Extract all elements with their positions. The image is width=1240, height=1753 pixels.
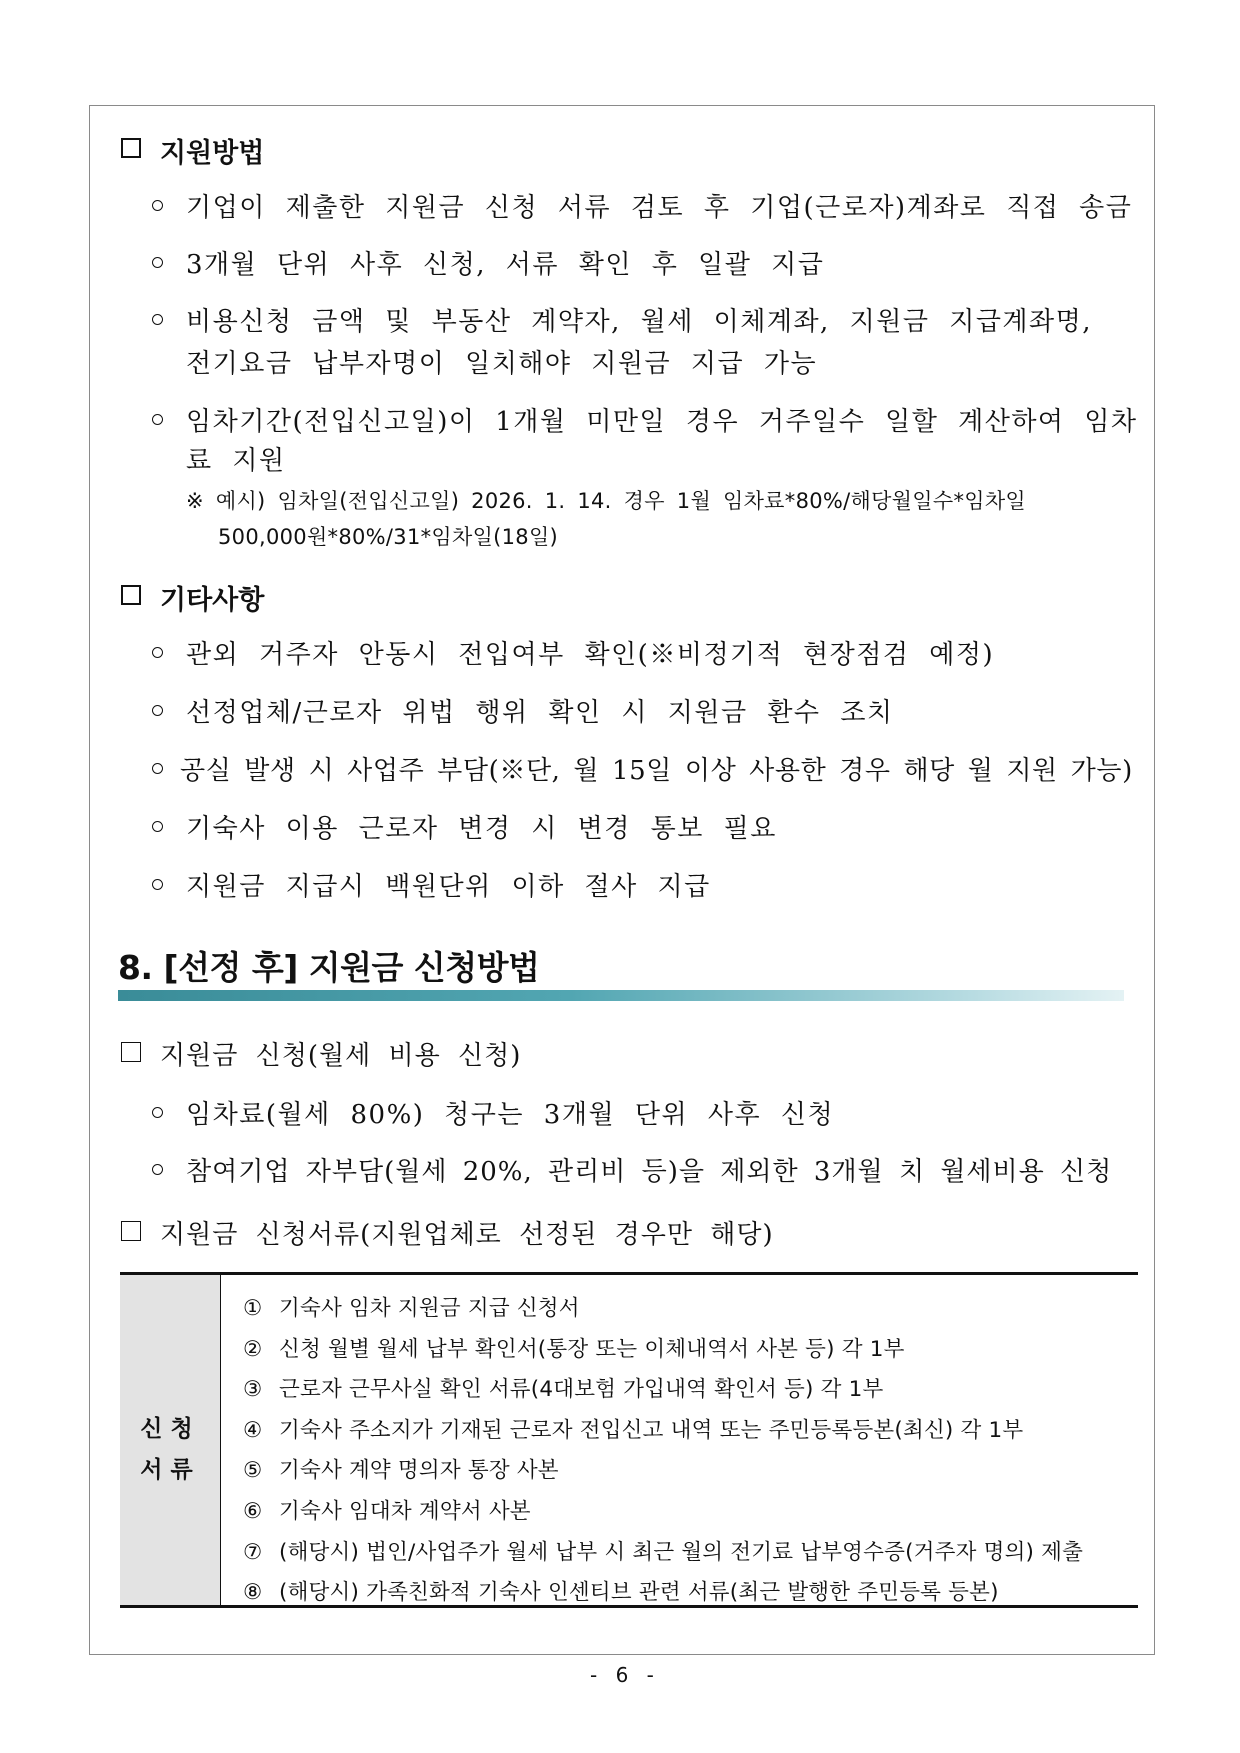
document-row-text: 기숙사 주소지가 기재된 근로자 전입신고 내역 또는 주민등록등본(최신) 각 1부 xyxy=(279,1417,1024,1443)
document-row-text: 기숙사 계약 명의자 통장 사본 xyxy=(279,1458,559,1484)
section-checkbox-icon xyxy=(121,1221,141,1241)
document-row xyxy=(243,1453,559,1484)
example-note-line-1: ※ 예시) 임차일(전입신고일) 2026. 1. 14. 경우 1월 임차료*80%/해당월일수*임차일 xyxy=(186,489,1027,513)
section-heading-8: 8. [선정 후] 지원금 신청방법 xyxy=(118,948,540,987)
bullet-circle-icon xyxy=(152,821,163,832)
document-row-number: ③ xyxy=(243,1377,263,1403)
document-row xyxy=(243,1494,531,1525)
document-row xyxy=(243,1332,905,1363)
support-method-item-1: 기업이 제출한 지원금 신청 서류 검토 후 기업(근로자)계좌로 직접 송금 xyxy=(186,193,1133,223)
bullet-circle-icon xyxy=(152,314,163,325)
other-item-4: 기숙사 이용 근로자 변경 시 변경 통보 필요 xyxy=(186,814,777,844)
section-checkbox-icon xyxy=(121,585,141,605)
document-row xyxy=(243,1575,999,1606)
page-number: - 6 - xyxy=(590,1663,660,1687)
other-item-5: 지원금 지급시 백원단위 이하 절사 지급 xyxy=(186,872,711,902)
document-row xyxy=(243,1413,1023,1444)
documents-table-header-cell xyxy=(120,1275,221,1605)
document-row-number: ⑦ xyxy=(243,1539,263,1565)
section-checkbox-icon xyxy=(121,1042,141,1062)
document-row-text: 신청 월별 월세 납부 확인서(통장 또는 이체내역서 사본 등) 각 1부 xyxy=(279,1336,905,1362)
bullet-circle-icon xyxy=(152,879,163,890)
documents-table-header-line-2: 서류 xyxy=(140,1457,201,1483)
document-row xyxy=(243,1372,883,1403)
heading-underline-bar xyxy=(118,990,1124,1001)
bullet-circle-icon xyxy=(152,257,163,268)
document-row-text: (해당시) 법인/사업주가 월세 납부 시 최근 월의 전기료 납부영수증(거주자 명의) 제출 xyxy=(279,1539,1084,1565)
bullet-circle-icon xyxy=(152,763,163,774)
documents-table xyxy=(120,1272,1138,1608)
application-item-1: 임차료(월세 80%) 청구는 3개월 단위 사후 신청 xyxy=(186,1100,835,1130)
document-row-text: 근로자 근무사실 확인 서류(4대보험 가입내역 확인서 등) 각 1부 xyxy=(279,1377,884,1403)
support-method-item-3a: 비용신청 금액 및 부동산 계약자, 월세 이체계좌, 지원금 지급계좌명, xyxy=(186,307,1093,337)
support-method-item-4b: 료 지원 xyxy=(186,446,286,476)
section-title-other: 기타사항 xyxy=(160,585,265,616)
support-method-item-4a: 임차기간(전입신고일)이 1개월 미만일 경우 거주일수 일할 계산하여 임차 xyxy=(186,407,1138,437)
bullet-circle-icon xyxy=(152,647,163,658)
support-method-item-3b: 전기요금 납부자명이 일치해야 지원금 지급 가능 xyxy=(186,349,818,379)
support-method-item-2: 3개월 단위 사후 신청, 서류 확인 후 일괄 지급 xyxy=(186,250,825,280)
document-row-number: ⑥ xyxy=(243,1499,263,1524)
other-item-1: 관외 거주자 안동시 전입여부 확인(※비정기적 현장점검 예정) xyxy=(186,640,995,670)
document-row-text: 기숙사 임차 지원금 지급 신청서 xyxy=(279,1296,580,1321)
application-item-2: 참여기업 자부담(월세 20%, 관리비 등)을 제외한 3개월 치 월세비용 신청 xyxy=(186,1157,1113,1187)
example-note-line-2: 500,000원*80%/31*임차일(18일) xyxy=(218,525,559,549)
application-title: 지원금 신청(월세 비용 신청) xyxy=(160,1041,522,1071)
other-item-3: 공실 발생 시 사업주 부담(※단, 월 15일 이상 사용한 경우 해당 월 지원 가능) xyxy=(180,756,1133,786)
document-row-number: ⑧ xyxy=(243,1580,263,1606)
document-row xyxy=(243,1291,580,1322)
document-row-number: ⑤ xyxy=(243,1458,263,1484)
section-title-support-method: 지원방법 xyxy=(160,138,265,169)
section-checkbox-icon xyxy=(121,138,141,158)
other-item-2: 선정업체/근로자 위법 행위 확인 시 지원금 환수 조치 xyxy=(186,698,894,728)
document-row xyxy=(243,1535,1083,1566)
document-row-number: ④ xyxy=(243,1417,263,1443)
documents-table-header-line-1: 신청 xyxy=(140,1416,201,1442)
document-row-number: ② xyxy=(243,1336,263,1362)
bullet-circle-icon xyxy=(152,705,163,716)
bullet-circle-icon xyxy=(152,1107,163,1118)
document-row-text: (해당시) 가족친화적 기숙사 인센티브 관련 서류(최근 발행한 주민등록 등본) xyxy=(279,1580,999,1606)
document-row-text: 기숙사 임대차 계약서 사본 xyxy=(279,1499,531,1524)
documents-title: 지원금 신청서류(지원업체로 선정된 경우만 해당) xyxy=(160,1220,774,1250)
bullet-circle-icon xyxy=(152,200,163,211)
bullet-circle-icon xyxy=(152,1164,163,1175)
document-row-number: ① xyxy=(243,1296,263,1321)
bullet-circle-icon xyxy=(152,414,163,425)
